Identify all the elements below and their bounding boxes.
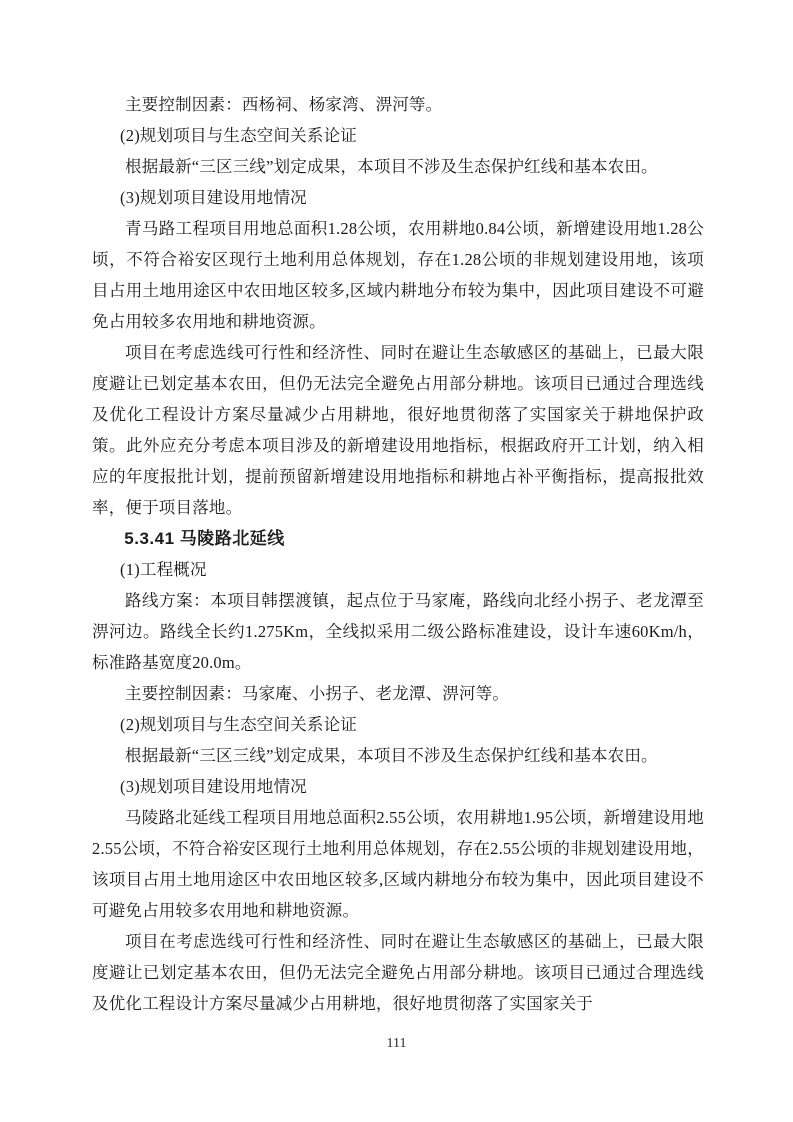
list-item-eco-space-2: (2)规划项目与生态空间关系论证: [120, 715, 357, 734]
page-number: 111: [386, 1036, 407, 1051]
paragraph-three-lines-2: 根据最新“三区三线”划定成果，本项目不涉及生态保护红线和基本农田。: [125, 746, 658, 765]
paragraph-qingma-route-policy: 项目在考虑选线可行性和经济性、同时在避让生态敏感区的基础上，已最大限度避让已划定基本农田，但仍无法完全避免占用部分耕地。该项目已通过合理选线及优化工程设计方案尽量减少占用耕地，很好地贯彻落了实国家关于耕地保护政策。此外应充分考虑本项目涉及的新增建设用地指标，根据政府开工计划，纳入相应的年度报批计划，提前预留新增建设用地指标和耕地占补平衡指标，提高报批效率，便于项目落地。: [92, 343, 704, 517]
paragraph-control-factors-1: 主要控制因素：西杨祠、杨家湾、淠河等。: [125, 95, 443, 114]
paragraph-maling-route-policy: 项目在考虑选线可行性和经济性、同时在避让生态敏感区的基础上，已最大限度避让已划定基本农田，但仍无法完全避免占用部分耕地。该项目已通过合理选线及优化工程设计方案尽量减少占用耕地，很好地贯彻落了实国家关于: [92, 932, 704, 1013]
paragraph-route-plan: 路线方案：本项目韩摆渡镇，起点位于马家庵，路线向北经小拐子、老龙潭至淠河边。路线全长约1.275Km，全线拟采用二级公路标准建设，设计车速60Km/h，标准路基宽度20.0m。: [92, 591, 704, 672]
section-heading-5-3-41: 5.3.41 马陵路北延线: [124, 529, 285, 548]
list-item-project-overview: (1)工程概况: [120, 560, 207, 579]
document-body: [92, 89, 704, 1019]
list-item-land-use-1: (3)规划项目建设用地情况: [120, 188, 307, 207]
paragraph-qingma-land-area: 青马路工程项目用地总面积1.28公顷，农用耕地0.84公顷，新增建设用地1.28公顷，不符合裕安区现行土地利用总体规划，存在1.28公顷的非规划建设用地，该项目占用土地用途区中农田地区较多,区域内耕地分布较为集中，因此项目建设不可避免占用较多农用地和耕地资源。: [92, 219, 704, 331]
paragraph-control-factors-2: 主要控制因素：马家庵、小拐子、老龙潭、淠河等。: [125, 684, 510, 703]
list-item-eco-space-1: (2)规划项目与生态空间关系论证: [120, 126, 357, 145]
paragraph-three-lines-1: 根据最新“三区三线”划定成果，本项目不涉及生态保护红线和基本农田。: [125, 157, 658, 176]
paragraph-maling-land-area: 马陵路北延线工程项目用地总面积2.55公顷，农用耕地1.95公顷，新增建设用地2.55公顷，不符合裕安区现行土地利用总体规划，存在2.55公顷的非规划建设用地，该项目占用土地用途区中农田地区较多,区域内耕地分布较为集中，因此项目建设不可避免占用较多农用地和耕地资源。: [92, 808, 704, 920]
list-item-land-use-2: (3)规划项目建设用地情况: [120, 777, 307, 796]
